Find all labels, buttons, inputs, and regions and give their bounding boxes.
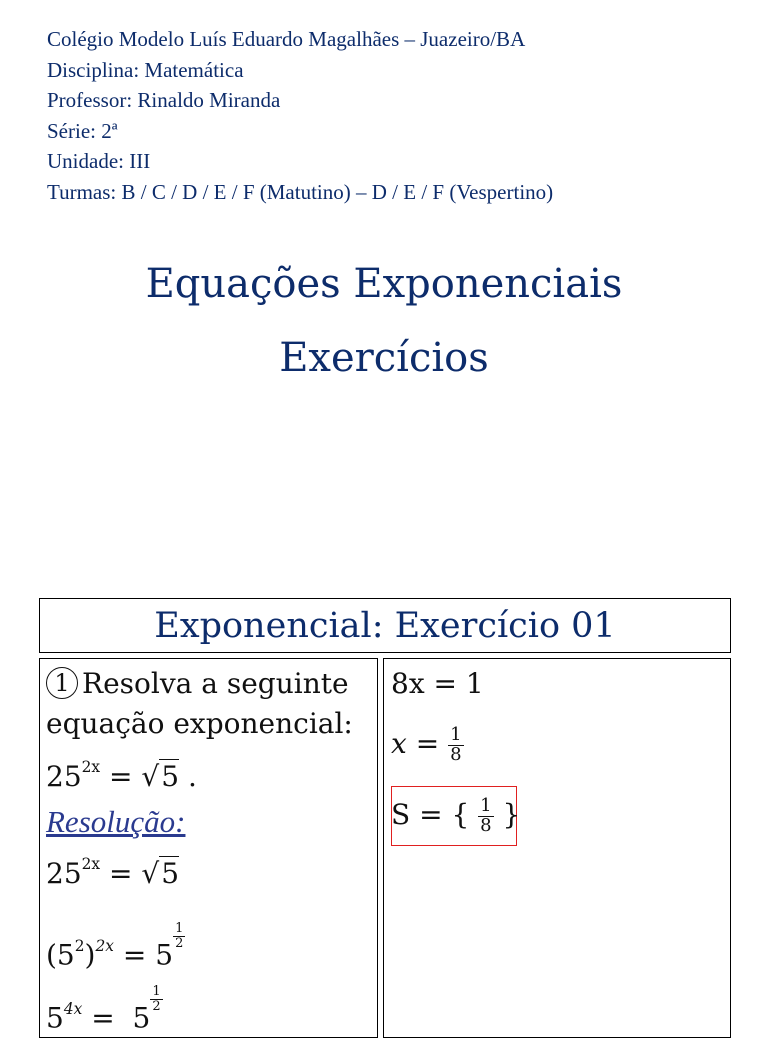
step-3: $5^{4x} = 5$ $\frac{1}{2}$ (46, 984, 161, 1035)
unit: Unidade: III (47, 149, 151, 174)
step1-exponent: 2x (81, 855, 101, 874)
school-name: Colégio Modelo Luís Eduardo Magalhães – Juazeiro/BA (47, 27, 526, 51)
grade: Série: 2ª (47, 118, 118, 143)
solution-frac-num: 1 (450, 724, 462, 745)
step3-frac-num: 1 (152, 984, 161, 999)
step2-close: ) (84, 938, 96, 972)
eq-base: 25 (46, 760, 82, 793)
step-1: $25^{2x} = √5$ (46, 855, 180, 890)
step3-frac-den: 2 (152, 998, 161, 1014)
solution-frac-den: 8 (450, 743, 462, 765)
solution-set-fraction (478, 797, 493, 836)
solution-x-label: x = (391, 726, 440, 760)
classes: Turmas: B / C / D / E / F (Matutino) – D / E / F (Vespertino) (47, 179, 554, 204)
solution-x-value (391, 726, 464, 765)
solution-set-num: 1 (480, 795, 492, 816)
exercise-heading-box (39, 598, 731, 653)
solution-set-den: 8 (480, 814, 492, 836)
document-header (47, 24, 757, 208)
teacher: Professor: Rinaldo Miranda (47, 88, 281, 113)
step2-open: (5 (46, 938, 75, 972)
discipline: Disciplina: Matemática (47, 57, 244, 82)
exercise-right-column (383, 658, 731, 1038)
page-subtitle: Exercícios (279, 335, 489, 381)
step3-fraction (150, 985, 162, 1013)
step2-frac-num: 1 (175, 921, 184, 936)
solution-set-open: S = { (391, 797, 470, 831)
eq-radicand: 5 (161, 760, 180, 793)
eq-exponent: 2x (81, 758, 101, 777)
solution-line-1: 8x = 1 (391, 667, 484, 700)
step1-radicand: 5 (161, 857, 180, 890)
step2-fraction (173, 922, 185, 950)
step3-exponent: 4x (63, 999, 83, 1018)
step2-frac-den: 2 (175, 935, 184, 951)
prompt-text-1: Resolva a seguinte (82, 667, 349, 700)
solution-set (391, 797, 520, 836)
step2-inner-exp: 2 (74, 936, 85, 955)
step-2: $(5^2)^{2x} = 5$ $\frac{1}{2}$ (46, 921, 184, 972)
exercise-heading: Exponencial: Exercício 01 (154, 606, 616, 646)
step1-base: 25 (46, 857, 82, 890)
solution-x-fraction (448, 726, 463, 765)
resolution-label: Resolução: (46, 804, 186, 839)
exercise-equation: $25^{2x} = √5$ . (46, 758, 197, 793)
page-title: Equações Exponenciais (145, 261, 623, 307)
step3-rhs-base: 5 (132, 1001, 151, 1035)
solution-set-close: } (502, 797, 521, 831)
exercise-prompt-line2: equação exponencial: (46, 707, 353, 740)
step3-base: 5 (46, 1001, 64, 1035)
eq-period: . (187, 760, 197, 793)
step2-exponent: 2x (95, 936, 114, 955)
exercise-number-badge: 1 (46, 667, 78, 699)
step2-rhs-base: 5 (155, 938, 174, 972)
exercise-prompt-line1 (46, 667, 349, 700)
